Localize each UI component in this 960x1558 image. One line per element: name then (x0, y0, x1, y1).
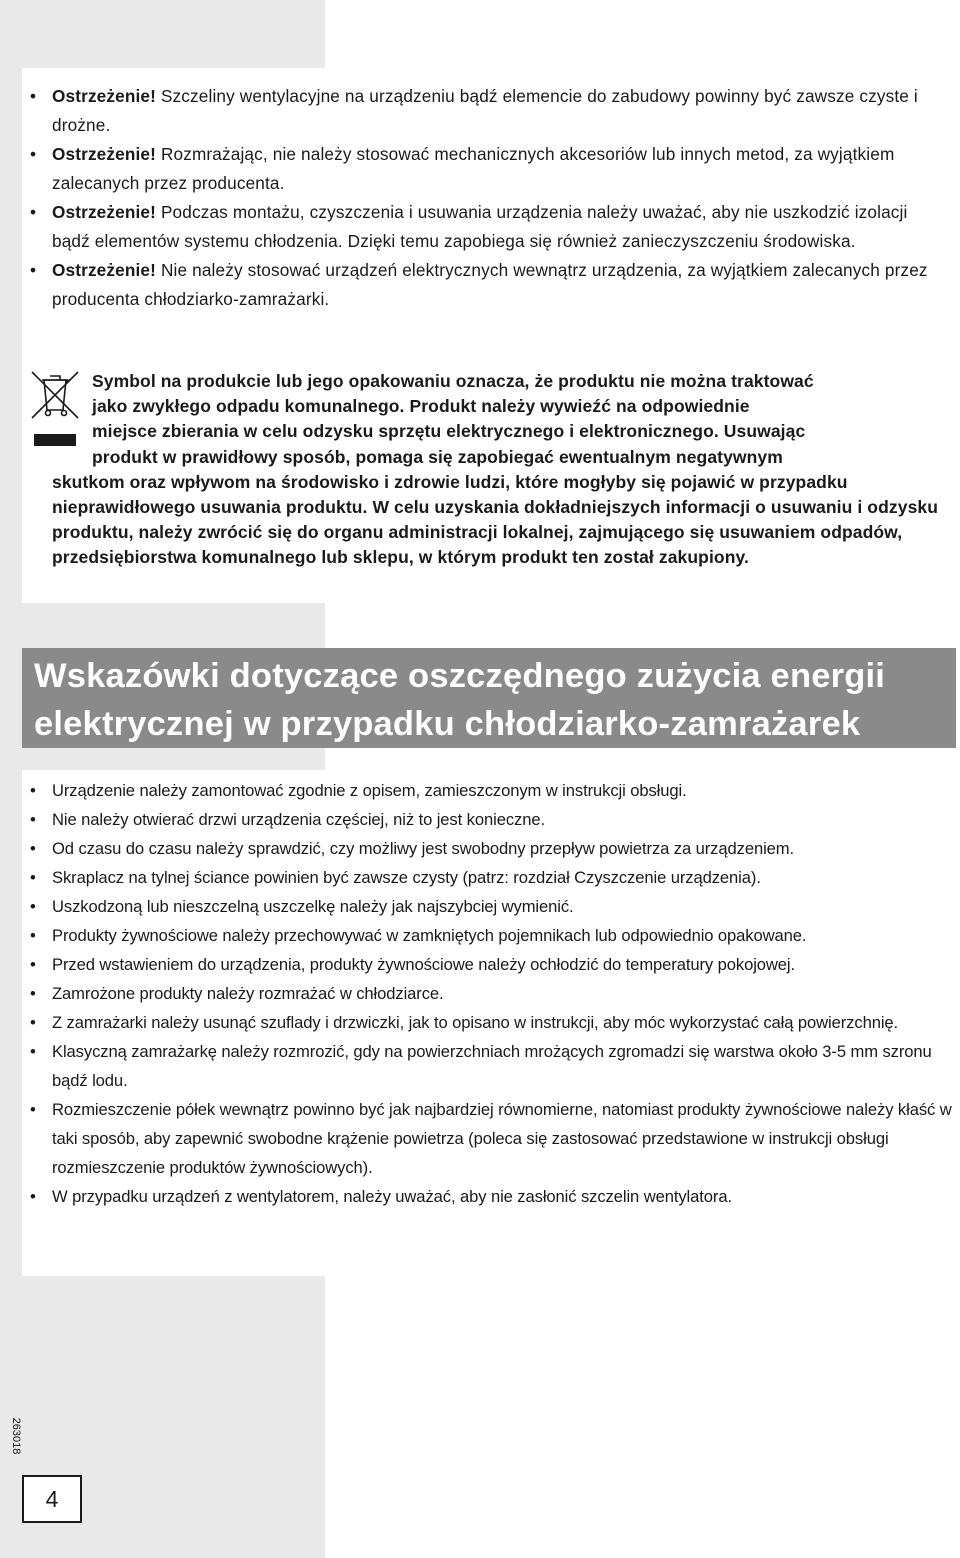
weee-line: jako zwykłego odpadu komunalnego. Produkt należy wywieźć na odpowiednie (92, 396, 750, 417)
warning-text: Szczeliny wentylacyjne na urządzeniu bądź elemencie do zabudowy powinny być zawsze czyste i drożne. (52, 86, 918, 135)
tip-item: • Uszkodzoną lub nieszczelną uszczelkę należy jak najszybciej wymienić. (22, 892, 952, 921)
tip-item: • Przed wstawieniem do urządzenia, produkty żywnościowe należy ochłodzić do temperatury pokojowej. (22, 950, 952, 979)
tip-item: • W przypadku urządzeń z wentylatorem, należy uważać, aby nie zasłonić szczelin wentylatora. (22, 1182, 952, 1211)
weee-line: miejsce zbierania w celu odzysku sprzętu elektrycznego i elektronicznego. Usuwając (92, 421, 806, 442)
section-heading-band (22, 648, 956, 748)
heading-line: elektrycznej w przypadku chłodziarko-zamrażarek (34, 705, 861, 743)
warning-label: Ostrzeżenie! (52, 144, 157, 164)
tip-item: • Skraplacz na tylnej ściance powinien być zawsze czysty (patrz: rozdział Czyszczenie urządzenia). (22, 863, 952, 892)
weee-body: skutkom oraz wpływom na środowisko i zdrowie ludzi, które mogłyby się pojawić w przypadku nieprawidłowego usuwania produktu. W celu uzyskania dokładniejszych informacji o usuwaniu i odzysku produktu, należy zwrócić się do organu administracji lokalnej, zajmującego się usuwaniem odpadów, przedsiębiorstwa komunalnego lub sklepu, w którym produkt ten został zakupiony. (52, 471, 939, 568)
section-heading (22, 648, 956, 748)
document-code: 263018 (10, 1417, 22, 1455)
energy-tips-list (22, 776, 952, 1211)
warning-text: Nie należy stosować urządzeń elektrycznych wewnątrz urządzenia, za wyjątkiem zalecanych przez producenta chłodziarko-zamrażarki. (52, 260, 928, 309)
tip-item: • Rozmieszczenie półek wewnątrz powinno być jak najbardziej równomierne, natomiast produkty żywnościowe należy kłaść w taki sposób, aby zapewnić swobodne krążenie powietrza (poleca się zastosować przedstawione w instrukcji obsługi rozmieszczenie produktów żywnościowych). (22, 1095, 952, 1182)
weee-line: produkt w prawidłowy sposób, pomaga się zapobiegać ewentualnym negatywnym (92, 446, 783, 467)
warning-text: Podczas montażu, czyszczenia i usuwania urządzenia należy uważać, aby nie uszkodzić izolacji bądź elementów systemu chłodzenia. Dzięki temu zapobiega się również zanieczyszczeniu środowiska. (52, 202, 908, 251)
warning-label: Ostrzeżenie! (52, 86, 157, 106)
warning-item (22, 256, 942, 314)
warning-label: Ostrzeżenie! (52, 202, 157, 222)
warnings-list (22, 82, 942, 314)
tip-item: • Produkty żywnościowe należy przechowywać w zamkniętych pojemnikach lub odpowiednio opakowane. (22, 921, 952, 950)
tip-item: • Od czasu do czasu należy sprawdzić, czy możliwy jest swobodny przepływ powietrza za urządzeniem. (22, 834, 952, 863)
heading-line: Wskazówki dotyczące oszczędnego zużycia energii (34, 657, 886, 695)
weee-disposal-notice (52, 369, 952, 571)
warning-item (22, 140, 942, 198)
warning-text: Rozmrażając, nie należy stosować mechanicznych akcesoriów lub innych metod, za wyjątkiem zalecanych przez producenta. (52, 144, 895, 193)
tip-item: • Z zamrażarki należy usunąć szuflady i drzwiczki, jak to opisano w instrukcji, aby móc wykorzystać całą powierzchnię. (22, 1008, 952, 1037)
tip-item: • Klasyczną zamrażarkę należy rozmrozić, gdy na powierzchniach mrożących zgromadzi się warstwa około 3-5 mm szronu bądź lodu. (22, 1037, 952, 1095)
tip-item: • Urządzenie należy zamontować zgodnie z opisem, zamieszczonym w instrukcji obsługi. (22, 776, 952, 805)
warning-item (22, 198, 942, 256)
page-number: 4 (22, 1475, 82, 1523)
warning-item (22, 82, 942, 140)
tip-item: • Nie należy otwierać drzwi urządzenia częściej, niż to jest konieczne. (22, 805, 952, 834)
tip-item: • Zamrożone produkty należy rozmrażać w chłodziarce. (22, 979, 952, 1008)
weee-line: Symbol na produkcie lub jego opakowaniu oznacza, że produktu nie można traktować (92, 371, 814, 391)
warning-label: Ostrzeżenie! (52, 260, 157, 280)
